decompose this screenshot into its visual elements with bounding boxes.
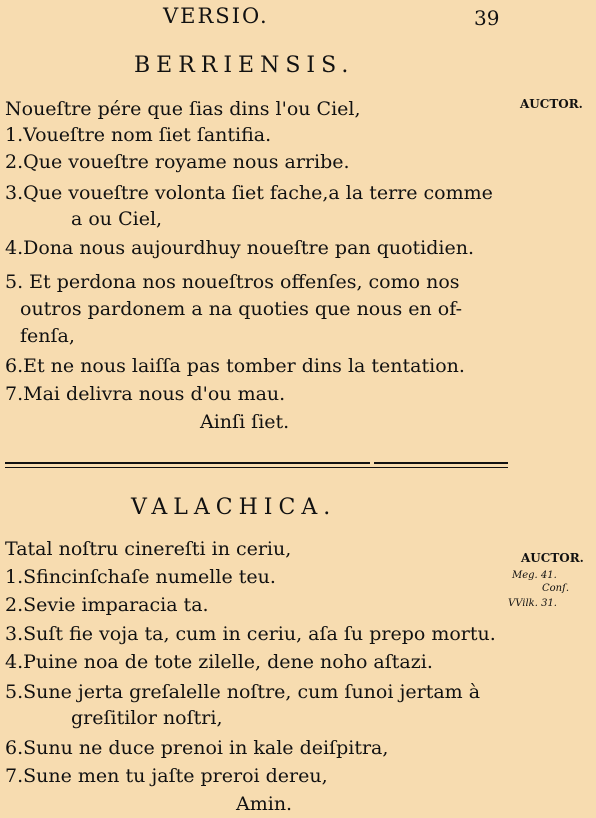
text-line: fenſa,: [20, 325, 75, 347]
section-title-berriensis: BERRIENSIS.: [134, 53, 355, 78]
text-line: 1.Sfincinſchaſe numelle teu.: [5, 566, 276, 588]
margin-note-auctor: AUCTOR.: [521, 551, 584, 565]
text-line: Noueſtre pére que ſias dins l'ou Ciel,: [5, 98, 361, 120]
text-line: outros pardonem a na quoties que nous en of-: [20, 298, 463, 320]
text-line: 4.Dona nous aujourdhuy noueſtre pan quotidien.: [5, 237, 474, 259]
divider-rule: [5, 462, 370, 464]
margin-note-ref: Conſ.: [542, 583, 569, 594]
running-title: VERSIO.: [163, 4, 269, 28]
page-number: 39: [474, 6, 500, 30]
text-line: 6.Sunu ne duce prenoi in kale deiſpitra,: [5, 737, 389, 759]
text-line: 7.Sune men tu jaſte preroi dereu,: [5, 765, 328, 787]
text-line-ending: Ainſi ſiet.: [200, 411, 290, 433]
margin-note-ref: VVilk. 31.: [508, 598, 557, 609]
text-line: 4.Puine noa de tote zilelle, dene noho aſtazi.: [5, 651, 433, 673]
text-line: 7.Mai delivra nous d'ou mau.: [5, 383, 286, 405]
text-line: 3.Suſt fie voja ta, cum in ceriu, aſa ſu prepo mortu.: [5, 623, 496, 645]
text-line: a ou Ciel,: [71, 208, 163, 230]
divider-rule-thin: [5, 467, 508, 468]
divider-rule: [374, 462, 508, 464]
text-line: greſitilor noſtri,: [71, 707, 223, 729]
margin-note-ref: Meg. 41.: [512, 570, 557, 581]
text-line: 2.Sevie imparacia ta.: [5, 594, 209, 616]
text-line: 1.Voueſtre nom ſiet ſantifia.: [5, 124, 272, 146]
text-line: 5.Sune jerta greſalelle noſtre, cum ſunoi jertam à: [5, 681, 481, 703]
margin-note-auctor: AUCTOR.: [520, 97, 583, 111]
text-line: 2.Que voueſtre royame nous arribe.: [5, 151, 350, 173]
text-line: 3.Que voueſtre volonta ſiet fache,a la terre comme: [5, 182, 493, 204]
text-line: 5. Et perdona nos noueſtros offenſes, como nos: [5, 271, 460, 293]
text-line-ending: Amin.: [236, 793, 293, 815]
text-line: Tatal noſtru cinereſti in ceriu,: [5, 538, 292, 560]
section-title-valachica: VALACHICA.: [131, 495, 337, 520]
text-line: 6.Et ne nous laiſſa pas tomber dins la tentation.: [5, 355, 465, 377]
